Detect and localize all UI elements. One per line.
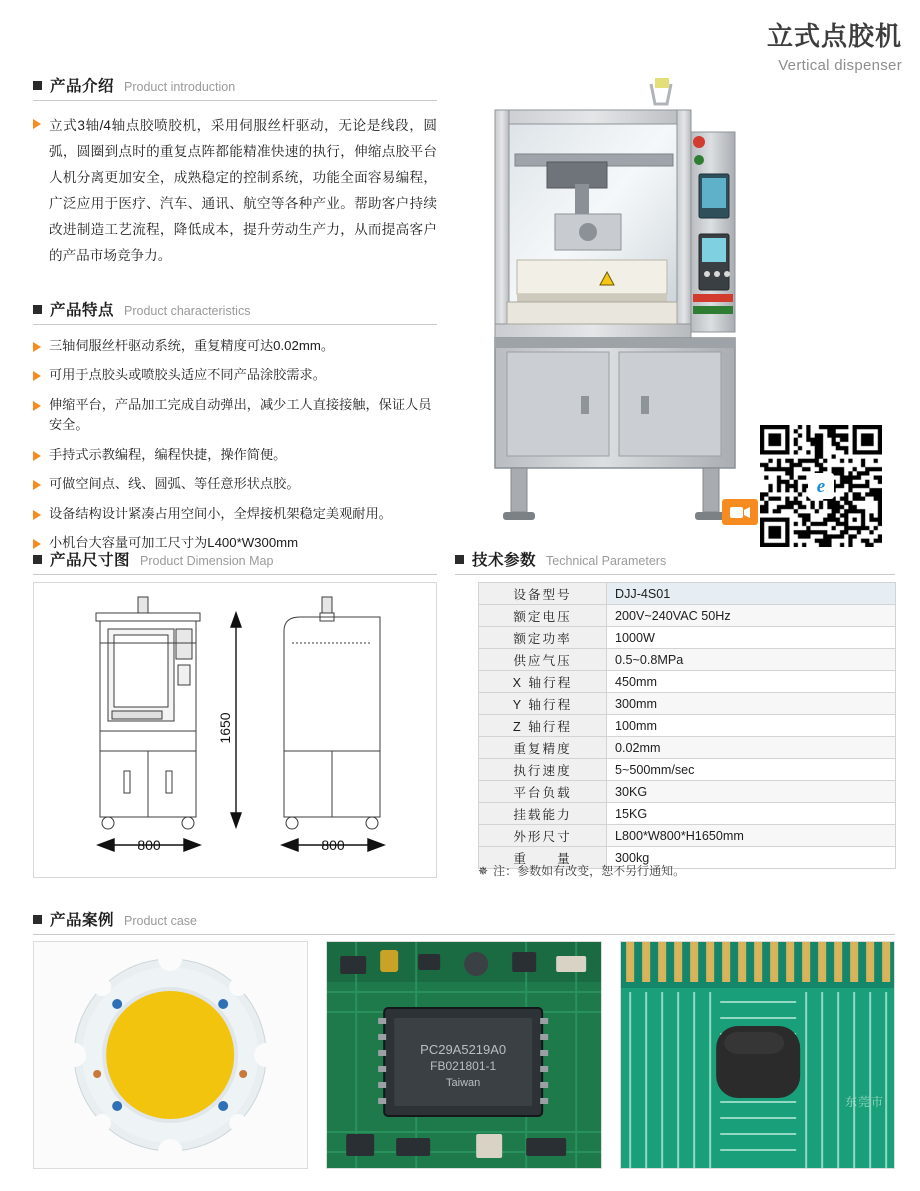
param-key: 重 量 — [479, 847, 607, 869]
section-heading-technical — [455, 548, 895, 575]
triangle-bullet-icon — [33, 342, 41, 352]
param-value: 200V~240VAC 50Hz — [607, 605, 896, 627]
dimension-drawing — [33, 582, 437, 878]
table-row — [479, 737, 896, 759]
param-value: 300kg — [607, 847, 896, 869]
list-item-label: 伸缩平台，产品加工完成自动弹出，减少工人直接接触，保证人员安全。 — [49, 396, 432, 433]
list-item — [33, 336, 437, 356]
technical-parameters-section — [455, 548, 895, 575]
param-value: 0.02mm — [607, 737, 896, 759]
param-key: 重复精度 — [479, 737, 607, 759]
table-row — [479, 583, 896, 605]
square-bullet-icon — [33, 915, 42, 924]
list-item — [33, 474, 437, 494]
param-value: L800*W800*H1650mm — [607, 825, 896, 847]
triangle-bullet-icon — [33, 401, 41, 411]
triangle-bullet-icon — [33, 451, 41, 461]
param-value: 15KG — [607, 803, 896, 825]
param-key: 额定电压 — [479, 605, 607, 627]
table-row — [479, 715, 896, 737]
param-key: 额定功率 — [479, 627, 607, 649]
param-key: 挂载能力 — [479, 803, 607, 825]
section-heading-introduction — [33, 74, 437, 101]
list-item-label: 设备结构设计紧凑占用空间小，全焊接机架稳定美观耐用。 — [49, 505, 392, 521]
case-image-pcb-glue-dot — [620, 941, 895, 1169]
case-image-pcb-chip-dispensing — [326, 941, 601, 1169]
triangle-bullet-icon — [33, 371, 41, 381]
qr-code[interactable] — [760, 425, 882, 547]
square-bullet-icon — [33, 81, 42, 90]
param-value: 30KG — [607, 781, 896, 803]
page-header — [767, 22, 902, 74]
param-key: Y 轴行程 — [479, 693, 607, 715]
param-value: 100mm — [607, 715, 896, 737]
list-item-label: 小机台大容量可加工尺寸为L400*W300mm — [49, 535, 299, 551]
param-key: 供应气压 — [479, 649, 607, 671]
list-item-label: 可用于点胶头或喷胶头适应不同产品涂胶需求。 — [49, 367, 326, 383]
case-image-led-cob-module — [33, 941, 308, 1169]
table-row — [479, 759, 896, 781]
section-heading-cn: 产品介绍 — [50, 78, 115, 95]
param-key: 平台负载 — [479, 781, 607, 803]
product-introduction-section — [33, 74, 437, 270]
section-heading-case — [33, 908, 895, 935]
watermark-text: 东莞市 — [844, 1095, 884, 1109]
qr-center-letter: e — [816, 475, 826, 497]
section-heading-characteristics — [33, 298, 437, 325]
parameters-note-text: 注：参数如有改变，恕不另行通知。 — [493, 864, 686, 878]
table-row — [479, 627, 896, 649]
parameters-note — [478, 862, 685, 879]
product-case-gallery — [33, 941, 895, 1169]
product-characteristics-section — [33, 298, 437, 563]
table-row — [479, 605, 896, 627]
list-item-label: 可做空间点、线、圆弧、等任意形状点胶。 — [49, 476, 300, 492]
list-item — [33, 504, 437, 524]
param-key: Z 轴行程 — [479, 715, 607, 737]
dimension-width-label-front: 800 — [137, 837, 161, 853]
param-value: 300mm — [607, 693, 896, 715]
triangle-bullet-icon — [33, 119, 41, 129]
triangle-bullet-icon — [33, 480, 41, 490]
page-title-en: Vertical dispenser — [778, 56, 902, 74]
product-dimension-section — [33, 548, 437, 575]
param-key: X 轴行程 — [479, 671, 607, 693]
param-value: 5~500mm/sec — [607, 759, 896, 781]
list-item-label: 三轴伺服丝杆驱动系统，重复精度可达0.02mm。 — [49, 338, 335, 353]
section-heading-en: Technical Parameters — [546, 554, 667, 568]
table-row — [479, 671, 896, 693]
introduction-text: 立式3轴/4轴点胶喷胶机，采用伺服丝杆驱动，无论是线段，圆弧，圆圈到点时的重复点阵都能精准快速的执行，伸缩点胶平台人机分离更加安全，成熟稳定的控制系统，功能全面容易编程，广泛应用于医疗、汽车、通讯、航空等各种产业。帮助客户持续改进制造工艺流程，降低成本，提升劳动生产力，从而提高客户的产品市场竞争力。 — [49, 118, 437, 264]
table-row — [479, 803, 896, 825]
square-bullet-icon — [33, 305, 42, 314]
product-case-section — [33, 908, 895, 935]
dimension-height-label: 1650 — [217, 712, 233, 744]
svg-text:PC29A5219A0: PC29A5219A0 — [420, 1042, 507, 1057]
section-heading-dimension — [33, 548, 437, 575]
characteristics-list — [33, 336, 437, 554]
square-bullet-icon — [33, 555, 42, 564]
triangle-bullet-icon — [33, 510, 41, 520]
introduction-body — [33, 113, 437, 270]
param-value: 0.5~0.8MPa — [607, 649, 896, 671]
param-value: 450mm — [607, 671, 896, 693]
param-key: 外形尺寸 — [479, 825, 607, 847]
svg-text:Taiwan: Taiwan — [446, 1077, 481, 1089]
square-bullet-icon — [455, 555, 464, 564]
technical-parameters-table — [478, 582, 896, 869]
param-value: DJJ-4S01 — [607, 583, 896, 605]
section-heading-cn: 产品特点 — [50, 302, 115, 319]
qr-center-logo — [808, 473, 834, 499]
param-key: 设备型号 — [479, 583, 607, 605]
section-heading-cn: 产品尺寸图 — [50, 552, 131, 569]
section-heading-en: Product case — [124, 914, 197, 928]
section-heading-en: Product Dimension Map — [140, 554, 274, 568]
table-row — [479, 825, 896, 847]
section-heading-cn: 技术参数 — [472, 552, 537, 569]
list-item — [33, 395, 437, 436]
list-item — [33, 445, 437, 465]
table-row — [479, 693, 896, 715]
table-row — [479, 649, 896, 671]
page-title-cn: 立式点胶机 — [766, 21, 902, 51]
list-item — [33, 365, 437, 385]
section-heading-en: Product introduction — [124, 80, 236, 94]
dimension-width-label-side: 800 — [321, 837, 345, 853]
section-heading-cn: 产品案例 — [50, 912, 115, 929]
table-row — [479, 781, 896, 803]
param-value: 1000W — [607, 627, 896, 649]
param-key: 执行速度 — [479, 759, 607, 781]
gear-icon: ✵ — [478, 863, 489, 878]
section-heading-en: Product characteristics — [124, 304, 251, 318]
list-item-label: 手持式示教编程，编程快捷，操作简便。 — [49, 446, 287, 462]
svg-text:FB021801-1: FB021801-1 — [430, 1059, 497, 1073]
video-camera-icon[interactable] — [722, 499, 758, 525]
